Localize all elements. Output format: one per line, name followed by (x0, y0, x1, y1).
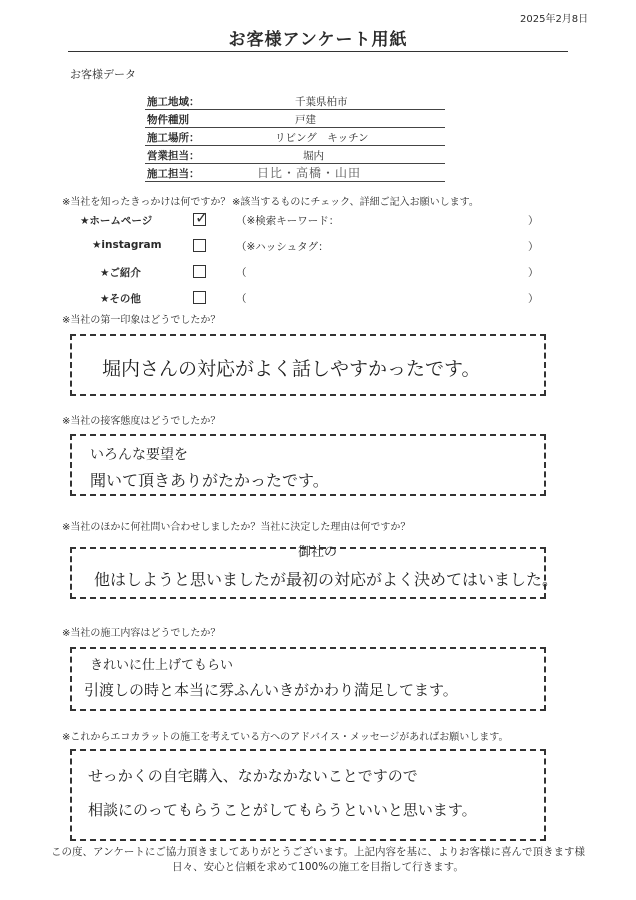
customer-data-heading: お客様データ (70, 68, 136, 81)
page-title: お客様アンケート用紙 (228, 30, 408, 50)
option-label-referral: ★ご紹介 (100, 267, 141, 279)
info-label: 施工地域： (147, 96, 200, 108)
title-underline (68, 51, 568, 52)
checkbox-homepage[interactable] (193, 208, 209, 227)
info-value: 堀内 (303, 150, 324, 162)
q1-note: ※該当するものにチェック、詳細ご記入お願いします。 (232, 197, 479, 208)
footer-line-1: この度、アンケートにご協力頂きましてありがとうございます。上記内容を基に、よりお客様に喜んで頂きます様 (50, 846, 586, 858)
q2-question: ※当社の第一印象はどうでしたか？ (62, 315, 221, 326)
info-row-property-type (145, 110, 445, 128)
q4-answer-text: 他はしようと思いましたが最初の対応がよく決めてはいました。 (94, 570, 559, 589)
checkbox-instagram[interactable] (193, 239, 206, 252)
footer-line-2: 日々、安心と信頼を求めて100%の施工を目指して行きます。 (172, 861, 464, 873)
info-value: リビング キッチン (275, 132, 369, 144)
option-label-instagram: ★instagram (92, 239, 162, 251)
q4-answer-box (70, 547, 559, 599)
info-label: 施工担当： (147, 168, 200, 180)
q3-answer-line-1: いろんな要望を (90, 447, 188, 463)
checkbox-referral[interactable] (193, 265, 206, 278)
q5-answer-line-2: 引渡しの時と本当に雰ふんいきがかわり満足してます。 (84, 681, 458, 699)
q6-answer-line-1: せっかくの自宅購入、なかなかないことですので (88, 767, 418, 785)
option-close-paren: ） (528, 215, 539, 227)
info-row-installers (145, 164, 445, 182)
q5-answer-box (70, 647, 546, 711)
q4-question: ※当社のほかに何社問い合わせしましたか？当社に決定した理由は何ですか？ (62, 522, 411, 533)
customer-data-table (145, 92, 445, 182)
q5-question: ※当社の施工内容はどうでしたか？ (62, 628, 221, 639)
survey-date: 2025年2月8日 (520, 14, 589, 25)
info-label: 物件種別 (147, 114, 189, 126)
q6-answer-box (70, 749, 546, 841)
info-row-sales-rep (145, 146, 445, 164)
info-value-handwritten: 日比・高橋・山田 (257, 166, 362, 180)
option-close-paren: ） (528, 293, 539, 305)
q6-answer-line-2: 相談にのってもらうことがしてもらうといいと思います。 (88, 801, 477, 819)
option-detail-referral: （ (236, 267, 247, 279)
q5-answer-line-1: きれいに仕上げてもらい (90, 658, 234, 673)
q3-answer-box (70, 434, 546, 496)
q2-answer-box (70, 334, 546, 396)
q4-inserted-text: 御社の (298, 545, 338, 560)
option-detail-instagram: （※ハッシュタグ： (236, 241, 329, 253)
option-label-homepage: ★ホームページ (80, 215, 153, 227)
info-row-area (145, 92, 445, 110)
option-detail-homepage: （※検索キーワード： (236, 215, 340, 227)
option-detail-other: （ (236, 293, 247, 305)
checkbox-other[interactable] (193, 291, 206, 304)
check-mark-icon: ✓ (195, 208, 209, 227)
option-label-other: ★その他 (100, 293, 141, 305)
info-value: 戸建 (295, 114, 316, 126)
q3-question: ※当社の接客態度はどうでしたか？ (62, 416, 221, 427)
info-label: 営業担当： (147, 150, 200, 162)
q1-question: ※当社を知ったきっかけは何ですか？ (62, 197, 231, 208)
info-value: 千葉県柏市 (295, 96, 348, 108)
q2-answer-text: 堀内さんの対応がよく話しやすかったです。 (102, 358, 481, 380)
q3-answer-line-2: 聞いて頂きありがたかったです。 (90, 471, 329, 490)
option-close-paren: ） (528, 267, 539, 279)
option-close-paren: ） (528, 241, 539, 253)
info-label: 施工場所： (147, 132, 200, 144)
info-row-location (145, 128, 445, 146)
q6-question: ※これからエコカラットの施工を考えている方へのアドバイス・メッセージがあればお願いします。 (62, 732, 509, 743)
